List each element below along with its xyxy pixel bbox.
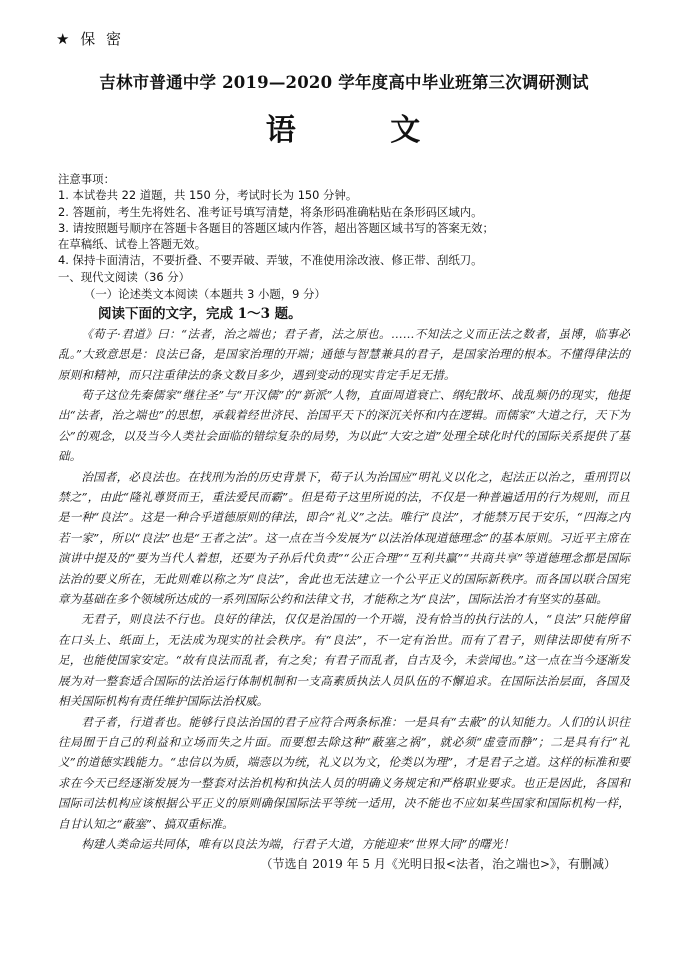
note-item: 1. 本试卷共 22 道题，共 150 分，考试时长为 150 分钟。 xyxy=(58,188,358,203)
section-subtitle: （一）论述类文本阅读（本题共 3 小题，9 分） xyxy=(84,286,326,301)
confidential-label: ★ 保 密 xyxy=(56,30,124,48)
note-item: 4. 保持卡面清洁，不要折叠、不要弄破、弄皱，不准使用涂改液、修正带、刮纸刀。 xyxy=(58,253,483,268)
note-item: 在草稿纸、试卷上答题无效。 xyxy=(58,237,207,252)
article-source: （节选自 2019 年 5 月《光明日报<法者，治之端也>》，有删减） xyxy=(260,857,616,872)
article-paragraph: 《荀子·君道》曰：“法者，治之端也；君子者，法之原也。……不知法之义而正法之数者，虽博，临事必乱。”大致意思是：良法已备，是国家治理的开端；通德与智慧兼具的君子，是国家治理的根本。不懂得律法的原则和精神，而只注重律法的条文数目多少，遇到变动的现实肯定手足无措。 xyxy=(58,326,630,382)
article-body xyxy=(58,324,630,875)
reading-instruction: 阅读下面的文字，完成 1～3 题。 xyxy=(98,305,302,322)
section-title: 一、现代文阅读（36 分） xyxy=(58,269,191,284)
exam-title: 吉林市普通中学 2019—2020 学年度高中毕业班第三次调研测试 xyxy=(99,73,589,92)
exam-notes xyxy=(58,171,630,269)
article-paragraph: 无君子，则良法不行也。良好的律法，仅仅是治国的一个开端，没有恰当的执行法的人，“良法”只能停留在口头上、纸面上，无法成为现实的社会秩序。有“良法”，不一定有治世。而有了君子，则律法即使有所不足，也能使国家安定。“故有良法而乱者，有之矣；有君子而乱者，自古及今，未尝闻也。”这一点在当今逐渐发展为对一整套适合国际的法治运行体制机制和一支高素质执法人员队伍的不懈追求。在国际法治层面，各国及相关国际机构有责任维护国际法治权威。 xyxy=(58,612,630,709)
note-item: 2. 答题前，考生先将姓名、准考证号填写清楚，将条形码准确粘贴在条形码区域内。 xyxy=(58,204,483,219)
article-paragraph: 构建人类命运共同体，唯有以良法为端，行君子大道，方能迎来“世界大同”的曙光！ xyxy=(81,836,515,851)
article-paragraph: 治国者，必良法也。在找刑为治的历史背景下，荀子认为治国应“明礼义以化之，起法正以治之，重刑罚以禁之”，由此“隆礼尊贤而王，重法爱民而霸”。但是荀子这里所说的法，不仅是一种普遍适用的行为规则，而且是一种“良法”。这是一种合乎道德原则的律法，即合“礼义”之法。唯行“良法”，才能禁万民于安乐，“四海之内若一家”，所以“良法”也是“王者之法”。这一点在当今发展为“以法治体现道德理念”的基本原则。习近平主席在演讲中提及的“要为当代人着想，还要为子孙后代负责”“公正合理”“互利共赢”“共商共享”等道德理念都是国际法治的要义所在，无此则难以称之为“良法”，舍此也无法建立一个公平正义的国际新秩序。而各国以联合国宪章为基础在多个领域所达成的一系列国际公约和法律文书，才能称之为“良法”，国际法治才有坚实的基础。 xyxy=(58,469,630,607)
article-paragraph: 荀子这位先秦儒家“继往圣”与“开汉儒”的“新派”人物，直面周道衰亡、纲纪散坏、战乱频仍的现实，他提出“法者，治之端也”的思想，承载着经世济民、治国平天下的深沉关怀和内在逻辑。而儒家“大道之行，天下为公”的观念，以及当今人类社会面临的错综复杂的局势，为以此“大安之道”处理全球化时代的国际关系提供了基础。 xyxy=(58,388,630,464)
note-item: 3. 请按照题号顺序在答题卡各题目的答题区域内作答，超出答题区域书写的答案无效； xyxy=(58,220,494,235)
article-paragraph: 君子者，行道者也。能够行良法治国的君子应符合两条标准：一是具有“去蔽”的认知能力。人们的认识往往局囿于自己的利益和立场而失之片面。而要想去除这种“蔽塞之祸”，就必须“虚壹而静”；二是具有行“礼义”的道德实践能力。“忠信以为质，端悫以为统，礼义以为文，伦类以为理”，才是君子之道。这样的标准和要求在今天已经逐渐发展为一整套对法治机构和执法人员的明确义务规定和严格职业要求。也正是因此，各国和国际司法机构应该根据公平正义的原则确保国际法平等统一适用，决不能也不应如某些国家和国际机构一样，自甘认知之“蔽塞”、搞双重标准。 xyxy=(58,714,630,831)
notes-heading: 注意事项： xyxy=(58,172,115,186)
subject-title: 语 文 xyxy=(265,113,463,148)
